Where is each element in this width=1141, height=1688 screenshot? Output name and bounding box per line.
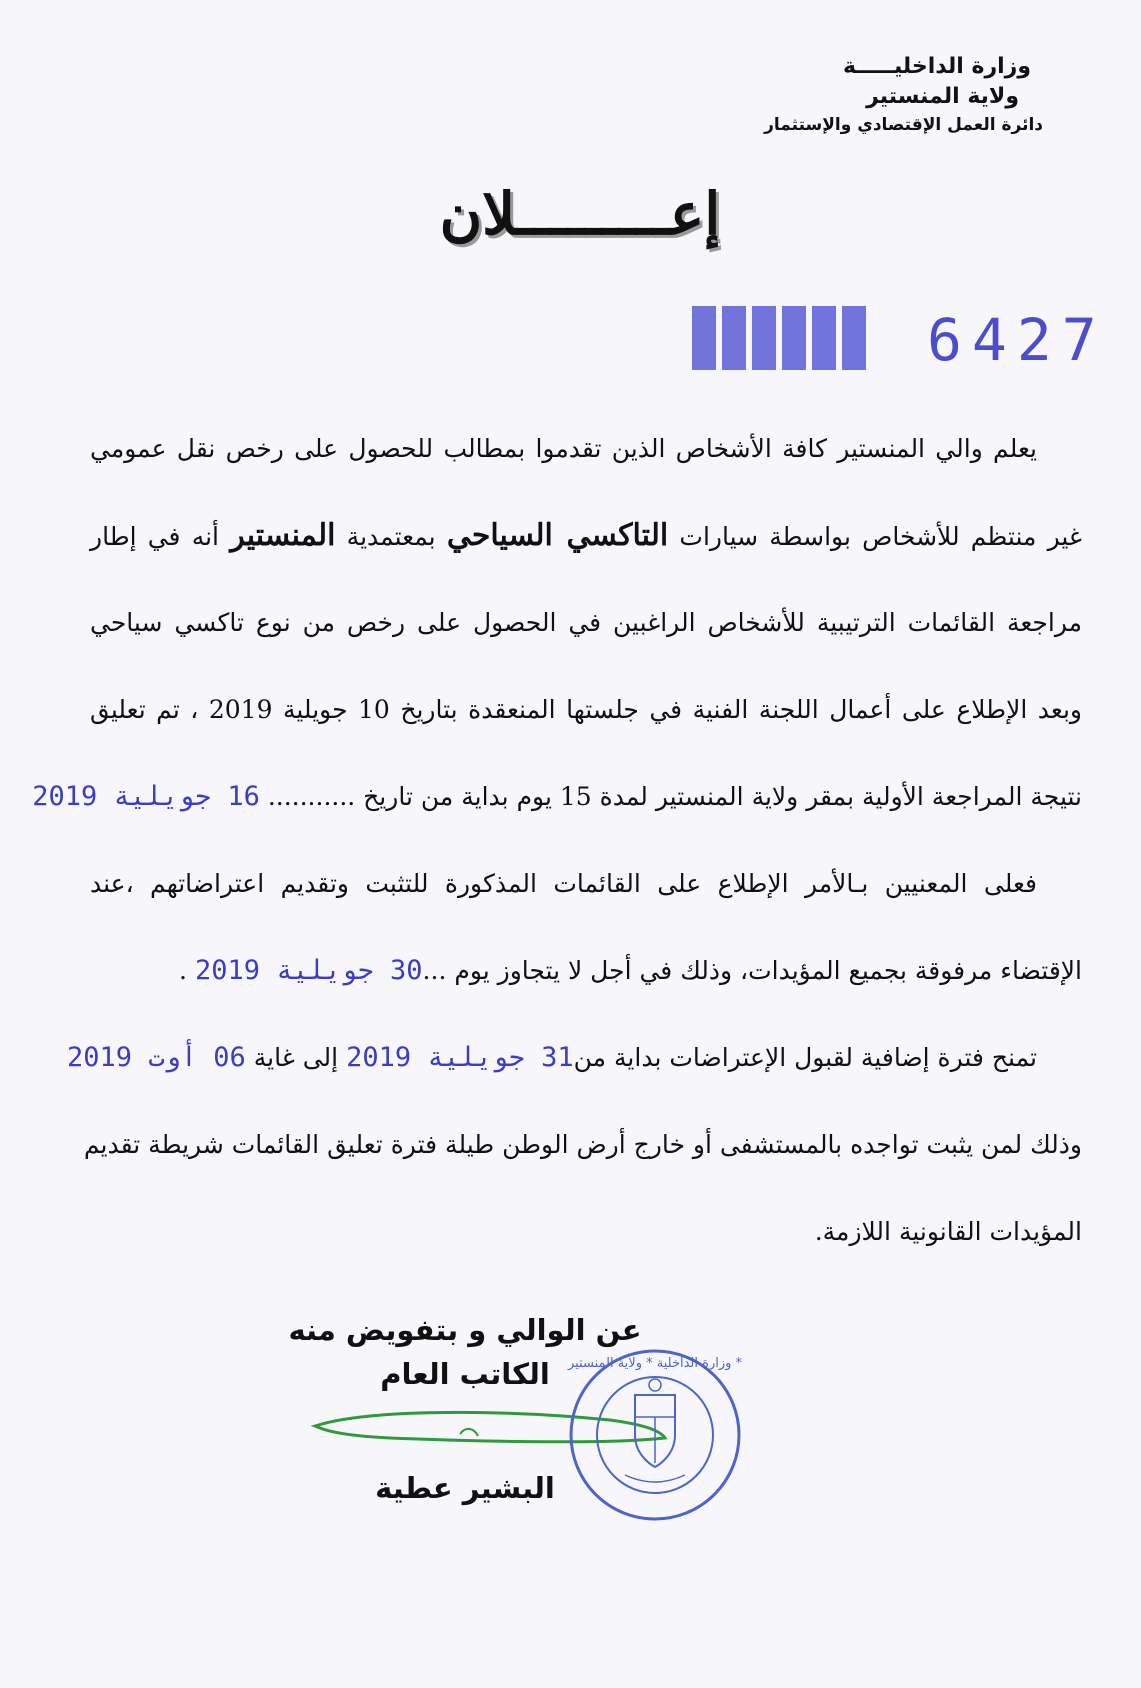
body-text: نتيجة المراجعة الأولية بمقر ولاية المنستير لمدة 15 يوم بداية من تاريخ ........... (267, 782, 1082, 811)
official-seal (565, 1345, 745, 1525)
body-line (90, 840, 1082, 927)
handwritten-date: 16 جويلية 2019 (32, 781, 260, 812)
reference-stamp (692, 306, 1107, 386)
body-line (90, 927, 1082, 1014)
body-text: وبعد الإطلاع على أعمال اللجنة الفنية في جلستها المنعقدة بتاريخ 10 جويلية 2019 ، تم تعليق (90, 695, 1082, 724)
document-title: إعـــــــــلان (439, 180, 721, 248)
letterhead (623, 52, 1043, 138)
body-line (90, 666, 1082, 753)
body-line (90, 579, 1082, 666)
taxi-type-highlight: التاكسي السياحي (446, 518, 669, 553)
seal-text: وزارة الداخلية * ولاية المنستير * (567, 1356, 743, 1371)
body-text: المؤيدات القانونية اللازمة. (814, 1217, 1082, 1246)
body-text: إلى غاية (245, 1043, 347, 1072)
signatory-role: الكاتب العام (380, 1357, 550, 1391)
body-text: يعلم والي المنستير كافة الأشخاص الذين تقدموا بمطالب للحصول على رخص نقل عمومي (90, 434, 1037, 463)
department-name: دائرة العمل الإقتصادي والإستثمار (764, 115, 1043, 135)
body-text: . (179, 956, 195, 985)
body-text: أنه في إطار (90, 522, 231, 551)
body-text: مراجعة القائمات الترتيبية للأشخاص الراغبين في الحصول على رخص من نوع تاكسي سياحي (90, 608, 1082, 637)
delegation-text: عن الوالي و بتفويض منه (288, 1313, 642, 1347)
governorate-name: ولاية المنستير (866, 84, 1019, 109)
handwritten-date: 31 جويلية 2019 (346, 1042, 574, 1073)
body-text: غير منتظم للأشخاص بواسطة سيارات (668, 522, 1082, 551)
body-line (32, 753, 1082, 840)
body-line (66, 1014, 1082, 1101)
body-line (90, 405, 1082, 492)
ministry-name: وزارة الداخليـــــة (843, 54, 1031, 79)
stamp-blot (692, 306, 867, 370)
body-text: وذلك لمن يثبت تواجده بالمستشفى أو خارج أرض الوطن طيلة فترة تعليق القائمات شريطة تقديم (83, 1130, 1082, 1159)
reference-number: 6427 (927, 306, 1107, 374)
handwritten-date: 06 أوت 2019 (66, 1042, 246, 1073)
handwritten-date: 30 جويلية 2019 (194, 955, 423, 986)
body-text: فعلى المعنيين بـالأمر الإطلاع على القائمات المذكورة للتثبت وتقديم اعتراضاتهم ،عند (90, 869, 1037, 898)
delegation-highlight: المنستير (230, 518, 336, 553)
body-line (90, 1188, 1082, 1275)
body-text: بمعتمدية (335, 522, 447, 551)
signatory-name: البشير عطية (375, 1471, 555, 1505)
announcement-body (32, 405, 1082, 1275)
body-line (83, 1101, 1082, 1188)
body-text: تمنح فترة إضافية لقبول الإعتراضات بداية من (573, 1043, 1037, 1072)
body-text: الإقتضاء مرفوقة بجميع المؤيدات، وذلك في أجل لا يتجاوز يوم ... (422, 956, 1082, 985)
body-line (90, 492, 1082, 579)
